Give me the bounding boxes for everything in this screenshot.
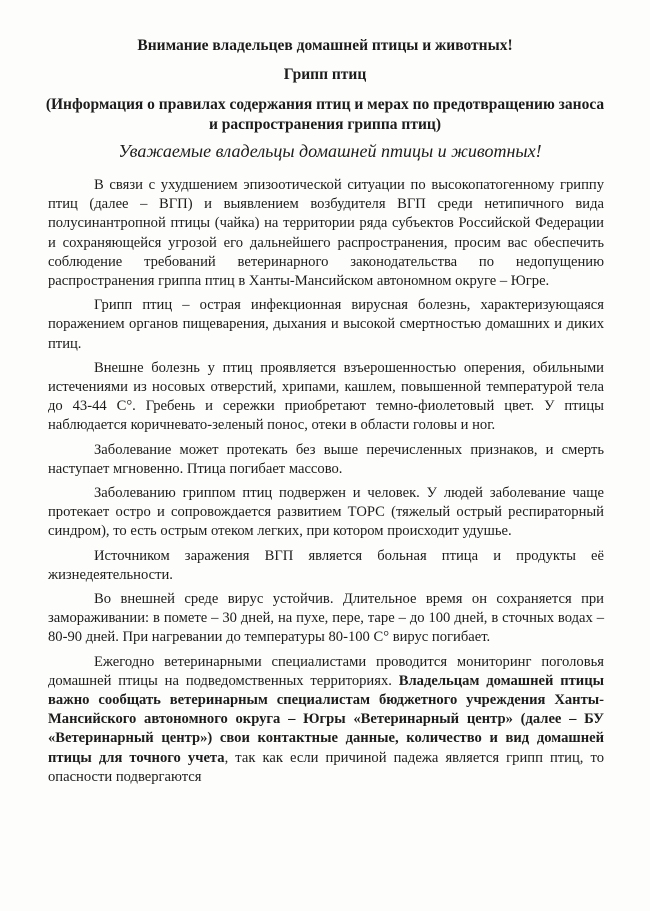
paragraph: Источником заражения ВГП является больная птица и продукты её жизнедеятельности.	[48, 547, 604, 583]
document-subtitle: (Информация о правилах содержания птиц и мерах по предотвращению заноса и распространения гриппа птиц)	[45, 96, 605, 133]
paragraph: Заболевание может протекать без выше перечисленных признаков, и смерть наступает мгновенно. Птица погибает массово.	[48, 441, 604, 477]
paragraph: В связи с ухудшением эпизоотической ситуации по высокопатогенному гриппу птиц (далее – ВГП) и выявлением возбудителя ВГП среди нетипичного вида полусинантропной птицы (чайка) на территории ряда субъектов Российской Федерации и сохраняющейся угрозой его дальнейшего распространения, просим вас обеспечить соблюдение требований ветеринарного законодательства по недопущению распространения гриппа птиц в Ханты-Мансийском автономном округе – Югре.	[48, 177, 604, 290]
paragraph-text: , так как если причиной падежа является грипп птиц, то опасности подвергаются	[48, 749, 604, 785]
paragraph: Во внешней среде вирус устойчив. Длительное время он сохраняется при замораживании: в помете – 30 дней, на пухе, пере, таре – до 100 дней, в сточных водах – 80-90 дней. При нагревании до температуры 80-100 С° вирус погибает.	[48, 591, 604, 646]
paragraph-text: Ежегодно ветеринарными специалистами проводится мониторинг поголовья домашней птицы на подведомственных территориях.	[48, 653, 604, 689]
paragraph: Грипп птиц – острая инфекционная вирусная болезнь, характеризующаяся поражением органов пищеварения, дыхания и высокой смертностью домашних и диких птиц.	[48, 297, 604, 352]
greeting: Уважаемые владельцы домашней птицы и животных!	[118, 141, 542, 161]
paragraph-bold-text: Владельцам домашней птицы важно сообщать ветеринарным специалистам бюджетного учреждения Ханты-Мансийского автономного округа – Югры «Ветеринарный центр» (далее – БУ «Ветеринарный центр») свои контактные данные, количество и вид домашней птицы для точного учета	[48, 672, 605, 766]
paragraph-monitoring	[48, 653, 604, 787]
paragraph: Внешне болезнь у птиц проявляется взъерошенностью оперения, обильными истечениями из носовых отверстий, хрипами, кашлем, повышенной температурой тела до 43-44 С°. Гребень и сережки приобретают темно-фиолетовый цвет. У птицы наблюдается коричневато-зеленый понос, отеки в области головы и ног.	[48, 359, 604, 434]
document-title: Грипп птиц	[283, 66, 367, 83]
paragraph: Заболеванию гриппом птиц подвержен и человек. У людей заболевание чаще протекает остро и сопровождается развитием ТОРС (тяжелый острый респираторный синдром), то есть острым отеком легких, при котором происходит удушье.	[48, 485, 604, 540]
document-body	[48, 176, 604, 792]
notice-heading: Внимание владельцев домашней птицы и животных!	[137, 37, 513, 54]
